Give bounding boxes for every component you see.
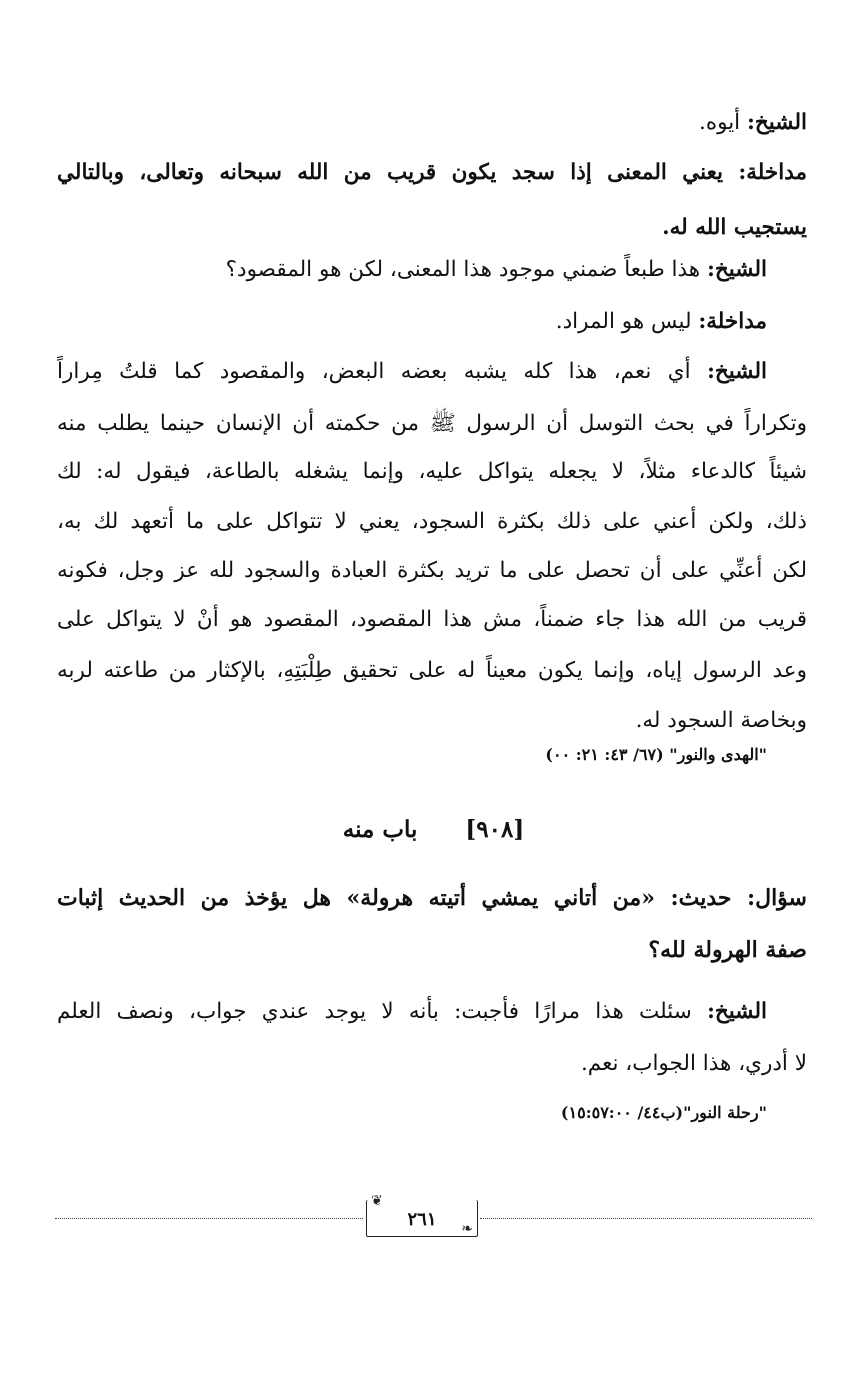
ornament-icon: ❦ [371,1193,383,1209]
paragraph-text: ليس هو المراد. [555,309,699,334]
speaker-label: الشيخ: [706,359,767,384]
paragraph-line [57,444,807,500]
answer-text: لا أدري، هذا الجواب، نعم. [580,1051,807,1076]
question-line: صفة الهرولة لله؟ [648,937,807,963]
paragraph-text: ذلك، ولكن أعني على ذلك بكثرة السجود، يعني لا تتواكل على ما أتعهد لك به، [57,509,807,534]
paragraph-text: أي نعم، هذا كله يشبه بعضه البعض، والمقصود كما قلتُ مِراراً [57,359,707,384]
paragraph-line [57,145,807,201]
paragraph-text: وبخاصة السجود له. [635,708,807,733]
footer-rule-left [55,1218,363,1219]
speaker-label: مداخلة: [698,309,767,334]
chapter-heading [0,805,867,855]
paragraph-line [57,294,767,350]
paragraph-line [57,344,767,400]
question-line: سؤال: حديث: «من أتاني يمشي أتيته هرولة» هل يؤخذ من الحديث إثبات [57,885,807,911]
paragraph-text: قريب من الله هذا جاء ضمناً، مش هذا المقصود، المقصود هو أنْ لا يتواكل على [57,607,807,632]
answer-text: سئلت هذا مرارًا فأجبت: بأنه لا يوجد عندي جواب، ونصف العلم [57,999,707,1024]
answer-line [57,1036,807,1092]
speaker-label: مداخلة: [738,160,807,185]
paragraph-text: هذا طبعاً ضمني موجود هذا المعنى، لكن هو المقصود؟ [225,257,707,282]
paragraph-text: يعني المعنى إذا سجد يكون قريب من الله سبحانه وتعالى، وبالتالي [57,160,739,185]
paragraph-line [57,242,767,298]
paragraph-line [57,592,807,648]
ornament-icon: ❧ [461,1221,473,1237]
paragraph-text: وعد الرسول إياه، وإنما يكون معيناً له على تحقيق طِلْبَتِهِ، بالإكثار من طاعته لربه [57,658,807,683]
paragraph-text: أيوه. [698,110,747,135]
source-reference: "الهدى والنور" (٦٧/ ٤٣: ٢١: ٠٠) [545,745,767,764]
chapter-number: [٩٠٨] [465,816,525,843]
page-number-box [366,1193,478,1237]
paragraph-line [57,494,807,550]
speaker-label: الشيخ: [706,999,767,1024]
paragraph-line [57,543,807,599]
speaker-label: الشيخ: [746,110,807,135]
page-number: ٢٦١ [407,1209,437,1230]
paragraph-line [57,643,807,699]
source-reference: "رحلة النور"(ب٤٤/ ١٥:٥٧:٠٠) [560,1103,767,1122]
paragraph-line [57,95,807,151]
paragraph-text: يستجيب الله له. [662,215,807,240]
paragraph-text: وتكراراً في بحث التوسل أن الرسول ﷺ من حكمته أن الإنسان حينما يطلب منه [57,411,807,436]
paragraph-text: لكن أعنِّي على أن تحصل على ما تريد بكثرة العبادة والسجود لله عز وجل، فكونه [57,558,807,583]
paragraph-text: شيئاً كالدعاء مثلاً، لا يجعله يتواكل عليه، وإنما يشغله بالطاعة، فيقول له: لك [57,459,807,484]
footer-rule-right [480,1218,812,1219]
chapter-title: باب منه [342,816,418,843]
answer-line [57,984,767,1040]
speaker-label: الشيخ: [706,257,767,282]
